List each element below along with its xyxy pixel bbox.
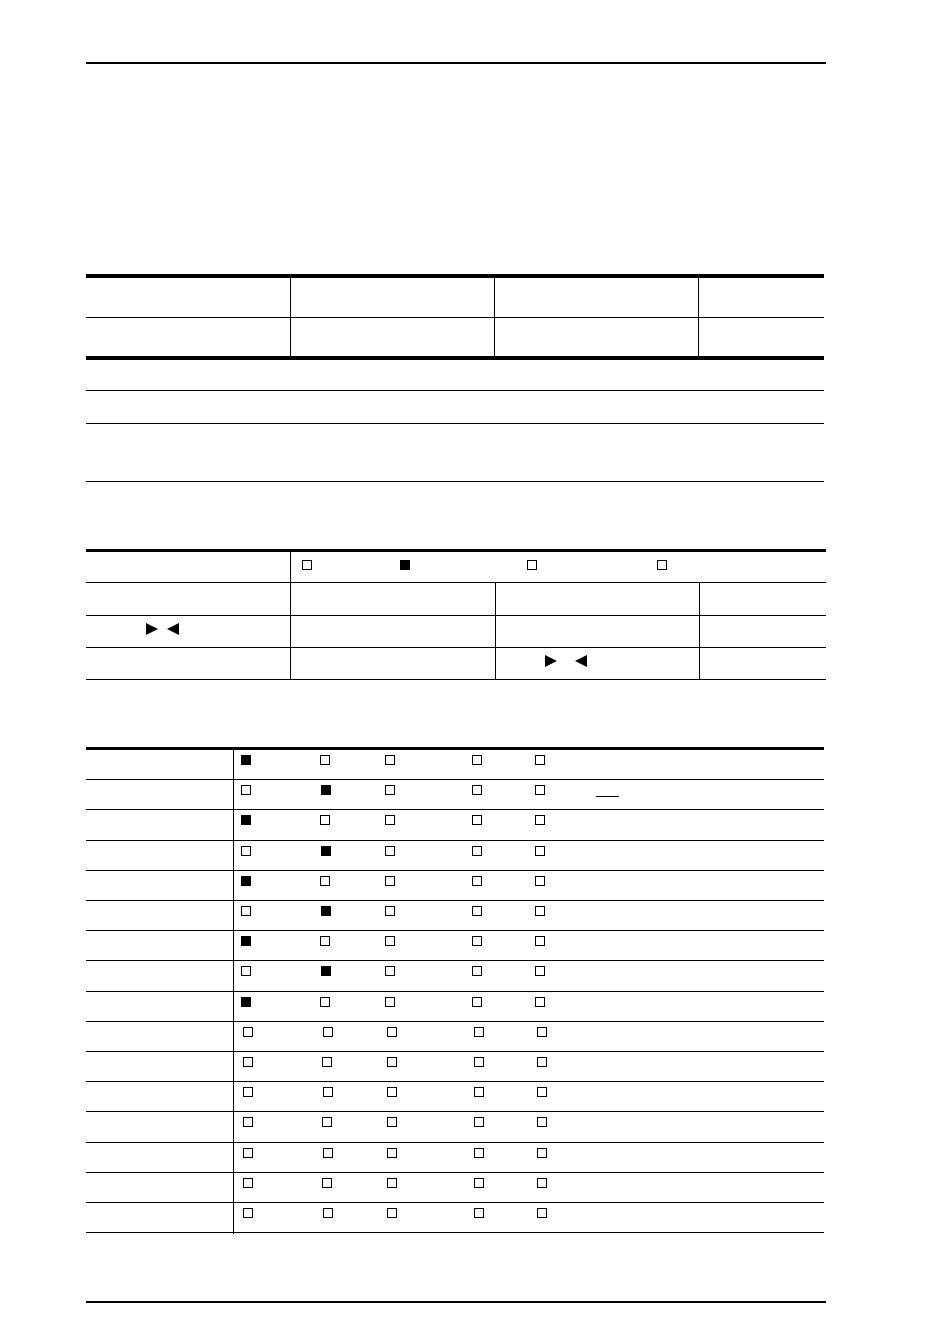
row-checkbox[interactable] [323,1087,333,1097]
row-checkbox[interactable] [535,906,545,916]
table-row-rule [86,1051,824,1052]
row-checkbox[interactable] [323,1027,333,1037]
table-1-mid-rule [86,317,824,318]
page-header-rule [86,62,826,64]
row-checkbox[interactable] [537,1027,547,1037]
row-checkbox[interactable] [474,1117,484,1127]
row-checkbox[interactable] [321,785,331,795]
row-checkbox[interactable] [243,1208,253,1218]
table-1-col-divider [494,278,495,356]
row-checkbox[interactable] [387,1148,397,1158]
row-checkbox[interactable] [241,997,251,1007]
row-checkbox[interactable] [320,997,330,1007]
row-checkbox[interactable] [320,936,330,946]
table-2-top-rule [86,549,826,552]
row-checkbox[interactable] [537,1087,547,1097]
row-checkbox[interactable] [241,936,251,946]
table-1-sub-rule [86,423,824,424]
row-checkbox[interactable] [472,876,482,886]
arrow-left-icon [167,623,179,635]
row-checkbox[interactable] [387,1208,397,1218]
header-checkbox-3[interactable] [527,560,537,570]
row-checkbox[interactable] [323,1148,333,1158]
header-checkbox-2[interactable] [400,560,410,570]
row-checkbox[interactable] [537,1117,547,1127]
row-checkbox[interactable] [243,1178,253,1188]
table-row-rule [86,960,824,961]
table-1-col-divider [698,278,699,356]
row-checkbox[interactable] [472,846,482,856]
arrow-left-icon [575,655,587,667]
table-row-rule [86,809,824,810]
row-checkbox[interactable] [387,1117,397,1127]
row-checkbox[interactable] [385,936,395,946]
row-checkbox[interactable] [322,1057,332,1067]
table-row-rule [86,1232,824,1233]
row-checkbox[interactable] [322,1117,332,1127]
page-footer-rule [86,1301,826,1303]
row-checkbox[interactable] [241,785,251,795]
row-checkbox[interactable] [241,755,251,765]
row-checkbox[interactable] [243,1027,253,1037]
row-checkbox[interactable] [472,936,482,946]
table-row-rule [86,1202,824,1203]
row-checkbox[interactable] [320,755,330,765]
table-1-sub-rule [86,481,824,482]
table-row-rule [86,1172,824,1173]
table-row-rule [86,840,824,841]
row-checkbox[interactable] [320,815,330,825]
underline-mark [596,796,619,797]
row-checkbox[interactable] [322,1178,332,1188]
header-checkbox-4[interactable] [657,560,667,570]
checkbox-table-col-divider [233,750,234,1234]
row-checkbox[interactable] [385,785,395,795]
row-checkbox[interactable] [387,1178,397,1188]
table-1-sub-rule [86,390,824,391]
table-2-col-divider [290,552,291,680]
row-checkbox[interactable] [321,846,331,856]
row-checkbox[interactable] [387,1057,397,1067]
table-row-rule [86,1142,824,1143]
row-checkbox[interactable] [472,906,482,916]
arrow-right-icon [146,623,158,635]
row-checkbox[interactable] [241,966,251,976]
table-2-bottom-rule [86,679,826,680]
row-checkbox[interactable] [385,755,395,765]
row-checkbox[interactable] [535,997,545,1007]
row-checkbox[interactable] [241,846,251,856]
row-checkbox[interactable] [474,1027,484,1037]
row-checkbox[interactable] [537,1178,547,1188]
table-2-col-divider [699,583,700,680]
row-checkbox[interactable] [472,755,482,765]
table-1-col-divider [290,278,291,356]
row-checkbox[interactable] [474,1178,484,1188]
row-checkbox[interactable] [385,997,395,1007]
row-checkbox[interactable] [385,966,395,976]
row-checkbox[interactable] [535,966,545,976]
row-checkbox[interactable] [472,966,482,976]
table-2-row-rule [86,647,826,648]
row-checkbox[interactable] [472,997,482,1007]
row-checkbox[interactable] [537,1148,547,1158]
row-checkbox[interactable] [474,1057,484,1067]
table-row-rule [86,1021,824,1022]
table-2-row-rule [86,582,826,583]
row-checkbox[interactable] [535,876,545,886]
row-checkbox[interactable] [243,1057,253,1067]
row-checkbox[interactable] [474,1148,484,1158]
table-1-top-rule [86,274,824,278]
table-row-rule [86,1111,824,1112]
row-checkbox[interactable] [320,876,330,886]
row-checkbox[interactable] [535,815,545,825]
row-checkbox[interactable] [321,966,331,976]
row-checkbox[interactable] [474,1087,484,1097]
row-checkbox[interactable] [241,906,251,916]
row-checkbox[interactable] [385,846,395,856]
row-checkbox[interactable] [472,815,482,825]
row-checkbox[interactable] [321,906,331,916]
row-checkbox[interactable] [474,1208,484,1218]
row-checkbox[interactable] [472,785,482,795]
table-2-row-rule [86,615,826,616]
row-checkbox[interactable] [387,1087,397,1097]
table-row-rule [86,1081,824,1082]
row-checkbox[interactable] [537,1057,547,1067]
row-checkbox[interactable] [535,936,545,946]
row-checkbox[interactable] [535,755,545,765]
row-checkbox[interactable] [385,906,395,916]
row-checkbox[interactable] [535,785,545,795]
table-row-rule [86,991,824,992]
row-checkbox[interactable] [385,876,395,886]
row-checkbox[interactable] [535,846,545,856]
row-checkbox[interactable] [243,1148,253,1158]
table-row-rule [86,930,824,931]
table-1-bottom-rule [86,356,824,360]
table-2-col-divider [495,583,496,680]
row-checkbox[interactable] [387,1027,397,1037]
row-checkbox[interactable] [385,815,395,825]
row-checkbox[interactable] [241,876,251,886]
row-checkbox[interactable] [241,815,251,825]
checkbox-table-top-rule [86,747,824,750]
arrow-right-icon [545,655,557,667]
row-checkbox[interactable] [537,1208,547,1218]
row-checkbox[interactable] [243,1117,253,1127]
table-row-rule [86,900,824,901]
table-row-rule [86,870,824,871]
row-checkbox[interactable] [243,1087,253,1097]
header-checkbox-1[interactable] [302,560,312,570]
table-row-rule [86,779,824,780]
row-checkbox[interactable] [323,1208,333,1218]
